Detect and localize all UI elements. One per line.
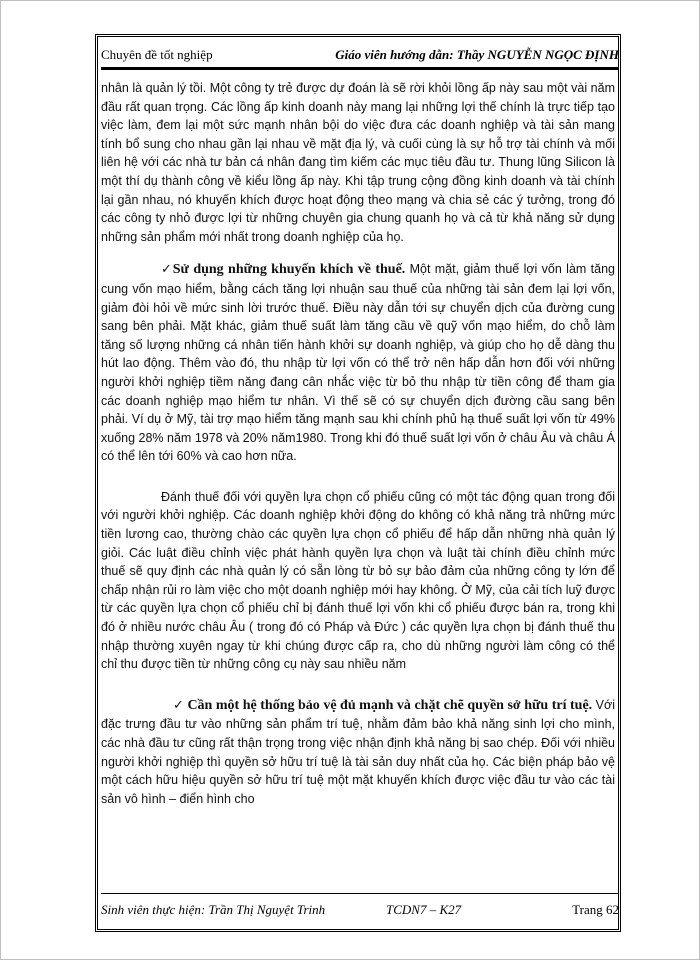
footer-student: Sinh viên thực hiện: Trần Thị Nguyệt Trinh (101, 902, 326, 917)
checkmark-icon: ✓ (161, 262, 173, 278)
main-content (101, 79, 615, 822)
footer-class: TCDN7 – K27 (386, 902, 462, 917)
paragraph-tax-body: Một mặt, giảm thuế lợi vốn làm tăng cung vốn mạo hiểm, bằng cách tăng lợi nhuận sau thuế của những tài sản đem lại lợi vốn, giảm đòi hỏi về mức sinh lời trước thuế. Điều này dẫn tới sự chuyển dịch của đường cung sang bên phải. Mặt khác, giảm thuế suất làm tăng cầu về quỹ vốn mạo hiểm, do chỗ làm tăng số lượng những cá nhân tiến hành khởi sự doanh nghiệp, và giúp cho họ dễ dàng thu hút lao động. Thêm vào đó, thu nhập từ lợi vốn có thể trở nên hấp dẫn hơn đối với những người khởi nghiệp tiềm năng đang cân nhắc việc từ bỏ thu nhập từ tiền công để tham gia các doanh nghiệp mạo hiểm tư nhân. Vì thế sẽ có sự chuyển dịch đường cầu sang bên phải. Ví dụ ở Mỹ, tài trợ mạo hiểm tăng mạnh sau khi chính phủ hạ thuế suất lợi vốn từ 49% xuống 28% năm 1978 và 20% năm1980. Trong khi đó thuế suất lợi vốn ở châu Âu và châu Á có thể lên tới 60% và cao hơn nữa. (101, 262, 615, 464)
header-rule (101, 67, 619, 70)
section-heading-ip: Cần một hệ thống bảo vệ đủ mạnh và chặt chẽ quyền sở hữu trí tuệ. (187, 697, 593, 713)
paragraph-1: nhân là quản lý tồi. Một công ty trẻ được dự đoán là sẽ rời khỏi lồng ấp này sau một vài năm đầu rất quan trọng. Các lồng ấp kinh doanh này mang lại những lợi thế chính là trực tiếp tạo việc làm, đem lại một sức mạnh nhân bội do việc đưa các doanh nghiệp và tài sản mang tính bổ sung cho nhau gần lại nhau về mặt địa lý, và cuối cùng là sự hỗ trợ tài chính và mối liên hệ với các nhà tư bản cá nhân đang tìm kiếm các mục tiêu đầu tư. Thung lũng Silicon là một thí dụ thành công về kiểu lồng ấp này. Khi tập trung cộng đồng kinh doanh và tài chính lại gần nhau, nó khuyến khích được hoạt động theo mạng và chia sẻ các ý tưởng, trong đó các công ty nhỏ được lợi từ những chuyên gia chung quanh họ và cả từ khả năng sử dụng những sản phẩm mới nhất trong doanh nghiệp của họ. (101, 81, 615, 244)
checkmark-icon: ✓ (173, 697, 184, 713)
paragraph-stock-options: Đánh thuế đối với quyền lựa chọn cổ phiếu cũng có một tác động quan trong đối với người khởi nghiệp. Các doanh nghiệp khởi động do không có khả năng trả những mức tiền lương cao, thường chào các quyền lựa chọn cổ phiếu để hấp dẫn những nhà quản lý giỏi. Các luật điều chỉnh việc phát hành quyền lựa chọn và luật tài chính điều chỉnh mức thuế sẽ quy định các nhà quản lý có sẵn lòng từ bỏ sự bảo đảm của những công ty lớn để chấp nhận rủi ro làm việc cho một doanh nghiệp mới hay không. Ở Mỹ, của cải tích luỹ được từ các quyền lựa chọn cổ phiếu chỉ bị đánh thuế lợi vốn khi cổ phiếu được bán ra, trong khi đó ở nhiều nước châu Âu ( trong đó có Pháp và Đức ) các quyền lựa chọn bị đánh thuế thu nhập thường xuyên ngay từ khi chúng được cấp ra, cho dù những người làm công có thể chỉ thu được tiền từ những công cụ này sau nhiều năm (101, 489, 615, 672)
page-number: Trang 62 (572, 902, 619, 917)
paragraph-tax (101, 260, 615, 466)
page-footer (101, 900, 619, 922)
paragraph-ip-body: Với đặc trưng đầu tư vào những sản phẩm trí tuệ, nhằm đảm bảo khả năng sinh lợi cho mình, các nhà đầu tư cũng rất thận trọng trong việc nhận định khả năng bị sao chép. Đối với nhiều người khởi nghiệp thì quyền sở hữu trí tuệ là tài sản duy nhất của họ. Các biện pháp bảo vệ một cách hữu hiệu quyền sở hữu trí tuệ một mặt khuyến khích được việc đầu tư vào các tài sản vô hình – điển hình cho (101, 697, 615, 806)
footer-rule (101, 893, 619, 894)
header-left: Chuyên đề tốt nghiệp (101, 47, 213, 62)
page-header (101, 41, 619, 65)
header-right: Giáo viên hướng dẫn: Thầy NGUYỄN NGỌC ĐỊNH (335, 47, 619, 62)
section-heading-tax: Sử dụng những khuyến khích về thuế. (172, 262, 406, 278)
paragraph-ip (101, 696, 615, 809)
